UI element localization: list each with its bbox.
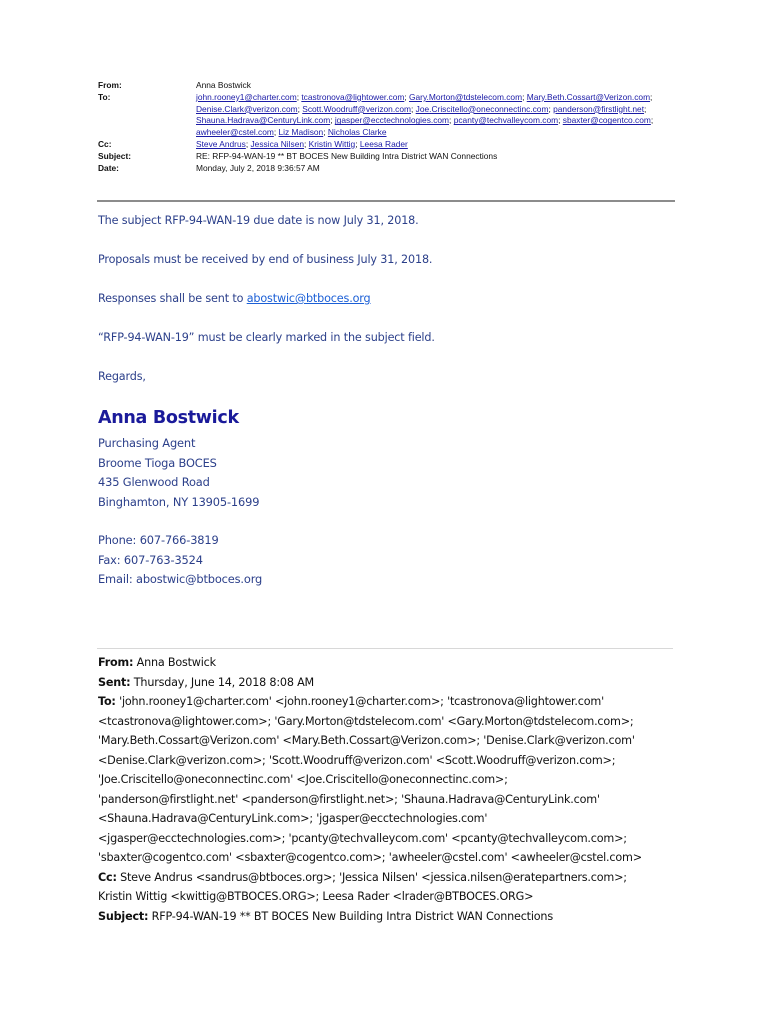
date-value: Monday, July 2, 2018 9:36:57 AM xyxy=(196,162,320,173)
to-recipient-link[interactable]: Denise.Clark@verizon.com xyxy=(196,103,298,114)
cc-recipient-list xyxy=(196,139,674,151)
to-recipient-link[interactable]: Liz Madison xyxy=(278,127,324,138)
signature-fax: Fax: 607-763-3524 xyxy=(98,553,203,567)
recipient-separator: ; xyxy=(644,103,647,114)
quoted-sent-value: Thursday, June 14, 2018 8:08 AM xyxy=(130,675,315,689)
to-recipient-link[interactable]: panderson@firstlight.net xyxy=(553,103,645,114)
quoted-from-label: From: xyxy=(98,656,134,669)
recipient-separator: ; xyxy=(522,91,527,102)
to-recipient-list xyxy=(196,92,674,139)
quoted-sent-label: Sent: xyxy=(98,675,131,689)
body-responses-line xyxy=(98,292,658,305)
cc-recipient-link[interactable]: Jessica Nilsen xyxy=(250,138,305,149)
recipient-separator: ; xyxy=(304,138,309,149)
cc-recipient-link[interactable]: Steve Andrus xyxy=(196,138,246,149)
signature-city: Binghamton, NY 13905-1699 xyxy=(98,495,260,509)
recipient-separator: ; xyxy=(548,103,554,114)
quoted-to-line: 'sbaxter@cogentco.com' <sbaxter@cogentco.com>; 'awheeler@cstel.com' <awheeler@cstel.com> xyxy=(98,851,642,864)
to-recipient-link[interactable]: Scott.Woodruff@verizon.com xyxy=(302,103,411,114)
quoted-to-line: 'Mary.Beth.Cossart@Verizon.com' <Mary.Beth.Cossart@Verizon.com>; 'Denise.Clark@verizon.com' xyxy=(98,734,635,747)
quoted-to-line: <tcastronova@lightower.com>; 'Gary.Morton@tdstelecom.com' <Gary.Morton@tdstelecom.com>; xyxy=(98,714,634,728)
from-value: Anna Bostwick xyxy=(196,80,251,90)
subject-row xyxy=(98,151,674,163)
cc-recipient-link[interactable]: Kristin Wittig xyxy=(308,138,356,149)
quoted-subject-label: Subject: xyxy=(98,909,149,923)
quoted-to-label: To: xyxy=(98,695,116,708)
quoted-to-line: 'panderson@firstlight.net' <panderson@firstlight.net>; 'Shauna.Hadrava@CenturyLink.com' xyxy=(98,792,600,806)
recipient-separator: ; xyxy=(296,91,302,102)
quoted-to-line: <jgasper@ecctechnologies.com>; 'pcanty@techvalleycom.com' <pcanty@techvalleycom.com>; xyxy=(98,831,627,845)
quoted-cc-line: Kristin Wittig <kwittig@BTBOCES.ORG>; Leesa Rader <lrader@BTBOCES.ORG> xyxy=(98,890,534,903)
to-recipient-link[interactable]: Mary.Beth.Cossart@Verizon.com xyxy=(526,91,651,102)
recipient-separator: ; xyxy=(245,138,251,149)
recipient-separator: ; xyxy=(323,127,328,138)
to-recipient-link[interactable]: Nicholas Clarke xyxy=(327,127,387,138)
responses-prefix: Responses shall be sent to xyxy=(98,292,247,305)
signature-title: Purchasing Agent xyxy=(98,436,196,450)
from-label: From: xyxy=(98,80,122,90)
quoted-to xyxy=(98,692,676,868)
recipient-separator: ; xyxy=(330,115,335,126)
to-recipient-link[interactable]: tcastronova@lightower.com xyxy=(301,91,405,102)
signature-name: Anna Bostwick xyxy=(98,408,239,428)
recipient-separator: ; xyxy=(650,91,653,102)
signature-org: Broome Tioga BOCES xyxy=(98,456,217,470)
recipient-separator: ; xyxy=(650,115,654,126)
email-header xyxy=(98,80,674,174)
quoted-to-line: 'john.rooney1@charter.com' <john.rooney1@charter.com>; 'tcastronova@lightower.com' xyxy=(115,695,604,708)
to-recipient-link[interactable]: Gary.Morton@tdstelecom.com xyxy=(409,91,523,102)
date-label: Date: xyxy=(98,162,119,173)
quoted-to-line: <Denise.Clark@verizon.com>; 'Scott.Woodruff@verizon.com' <Scott.Woodruff@verizon.com>; xyxy=(98,753,616,767)
header-divider xyxy=(97,200,675,202)
to-recipient-link[interactable]: awheeler@cstel.com xyxy=(196,127,274,138)
subject-value: RE: RFP-94-WAN-19 ** BT BOCES New Building Intra District WAN Connections xyxy=(196,150,498,161)
recipient-separator: ; xyxy=(411,103,416,114)
recipient-separator: ; xyxy=(355,138,360,149)
recipient-separator: ; xyxy=(273,127,279,138)
quoted-cc-line: Steve Andrus <sandrus@btboces.org>; 'Jessica Nilsen' <jessica.nilsen@eratepartners.com>; xyxy=(116,870,627,884)
cc-row xyxy=(98,139,674,151)
to-recipient-link[interactable]: pcanty@techvalleycom.com xyxy=(453,115,559,126)
subject-label: Subject: xyxy=(98,150,132,161)
signature-street: 435 Glenwood Road xyxy=(98,475,210,489)
to-recipient-link[interactable]: jgasper@ecctechnologies.com xyxy=(334,115,450,126)
signature-phone: Phone: 607-766-3819 xyxy=(98,533,219,547)
to-recipient-link[interactable]: john.rooney1@charter.com xyxy=(196,91,297,102)
quoted-sent xyxy=(98,673,676,693)
to-label: To: xyxy=(98,91,111,102)
recipient-separator: ; xyxy=(449,115,454,126)
forward-divider xyxy=(97,648,673,649)
recipient-separator: ; xyxy=(558,115,563,126)
body-closing: Regards, xyxy=(98,370,146,383)
quoted-to-line: <Shauna.Hadrava@CenturyLink.com>; 'jgasper@ecctechnologies.com' xyxy=(98,812,488,825)
recipient-separator: ; xyxy=(404,91,409,102)
cc-label: Cc: xyxy=(98,138,112,149)
responses-email-link[interactable]: abostwic@btboces.org xyxy=(246,292,371,305)
quoted-subject xyxy=(98,907,676,927)
quoted-to-line: 'Joe.Criscitello@oneconnectinc.com' <Joe.Criscitello@oneconnectinc.com>; xyxy=(98,773,508,786)
to-recipient-link[interactable]: Joe.Criscitello@oneconnectinc.com xyxy=(415,103,549,114)
to-row xyxy=(98,92,674,139)
body-deadline-line: Proposals must be received by end of business July 31, 2018. xyxy=(98,253,433,266)
recipient-separator: ; xyxy=(297,103,303,114)
from-row xyxy=(98,80,674,92)
quoted-message-header xyxy=(98,653,676,926)
signature-email: Email: abostwic@btboces.org xyxy=(98,572,263,586)
to-recipient-link[interactable]: sbaxter@cogentco.com xyxy=(562,115,651,126)
body-subject-instruction: “RFP-94-WAN-19” must be clearly marked in the subject field. xyxy=(98,331,435,344)
cc-recipient-link[interactable]: Leesa Rader xyxy=(359,138,408,149)
quoted-cc-label: Cc: xyxy=(98,870,117,884)
quoted-from-value: Anna Bostwick xyxy=(133,656,216,669)
body-due-date-line: The subject RFP-94-WAN-19 due date is now July 31, 2018. xyxy=(98,214,419,227)
quoted-cc xyxy=(98,868,676,907)
to-recipient-link[interactable]: Shauna.Hadrava@CenturyLink.com xyxy=(196,115,331,126)
quoted-from xyxy=(98,653,676,673)
date-row xyxy=(98,163,674,175)
quoted-subject-value: RFP-94-WAN-19 ** BT BOCES New Building Intra District WAN Connections xyxy=(148,909,553,923)
